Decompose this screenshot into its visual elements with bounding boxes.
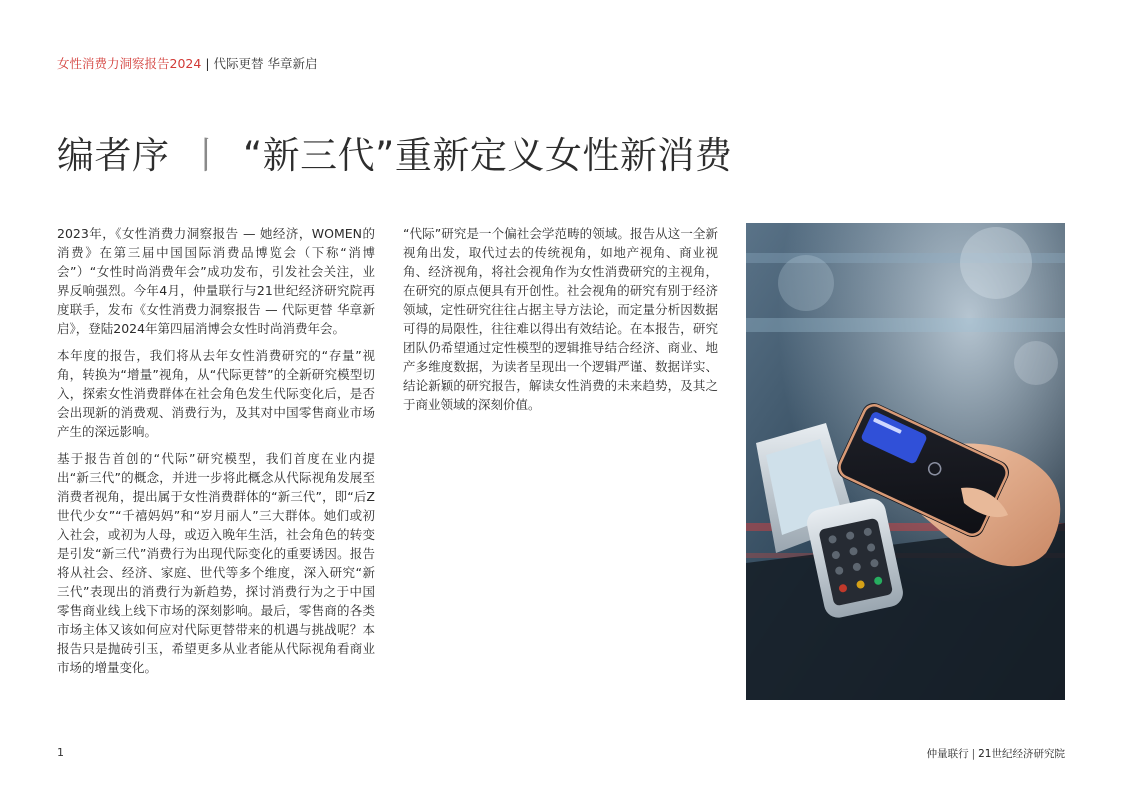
page-title <box>57 132 732 180</box>
paragraph: “代际”研究是一个偏社会学范畴的领域。报告从这一全新视角出发，取代过去的传统视角，如地产视角、商业视角、经济视角，将社会视角作为女性消费研究的主视角，在研究的原点便具有开创性。社会视角的研究有别于经济领域，定性研究往往占据主导方法论，而定量分析因数据可得的局限性，往往难以得出有效结论。在本报告，研究团队仍希望通过定性模型的逻辑推导结合经济、商业、地产多维度数据，为读者呈现出一个逻辑严谨、数据详实、结论新颖的研究报告，解读女性消费的未来趋势，及其之于商业领域的深刻价值。 <box>403 226 718 412</box>
footer-separator: | <box>971 748 976 760</box>
report-subtitle: 代际更替 华章新启 <box>213 56 318 71</box>
paragraph: 本年度的报告，我们将从去年女性消费研究的“存量”视角，转换为“增量”视角，从“代际更替”的全新研究模型切入，探索女性消费群体在社会角色发生代际变化后，是否会出现新的消费观、消费行为，及其对中国零售商业市场产生的深远影响。 <box>57 348 375 439</box>
body-column-left <box>57 224 375 685</box>
page-header <box>57 55 318 73</box>
title-label: 编者序 <box>57 134 170 177</box>
paragraph: 2023年，《女性消费力洞察报告 — 她经济，WOMEN的消费》在第三届中国国际消费品博览会（下称“消博会”）“女性时尚消费年会”成功发布，引发社会关注，业界反响强烈。今年4月，仲量联行与21世纪经济研究院再度联手，发布《女性消费力洞察报告 — 代际更替 华章新启》，登陆2024年第四届消博会女性时尚消费年会。 <box>57 226 375 336</box>
footer-org-jll: 仲量联行 <box>926 748 969 760</box>
page-footer <box>927 746 1065 761</box>
title-separator: 丨 <box>187 134 225 177</box>
footer-org-21cbr: 21世纪经济研究院 <box>978 748 1065 760</box>
body-column-middle <box>403 224 718 422</box>
page-number: 1 <box>57 746 64 759</box>
paragraph: 基于报告首创的“代际”研究模型，我们首度在业内提出“新三代”的概念，并进一步将此概念从代际视角发展至消费者视角，提出属于女性消费群体的“新三代”，即“后Z世代少女”“千禧妈妈”和“岁月丽人”三大群体。她们或初入社会，或初为人母，或迈入晚年生活，社会角色的转变是引发“新三代”消费行为出现代际变化的重要诱因。报告将从社会、经济、家庭、世代等多个维度，深入研究“新三代”表现出的消费行为新趋势，探讨消费行为之于中国零售商业线上线下市场的深刻影响。最后，零售商的各类市场主体又该如何应对代际更替带来的机遇与挑战呢？本报告只是抛砖引玉，希望更多从业者能从代际视角看商业市场的增量变化。 <box>57 451 375 675</box>
title-text: “新三代”重新定义女性新消费 <box>243 134 733 177</box>
header-separator: | <box>205 56 210 71</box>
report-name: 女性消费力洞察报告2024 <box>57 56 202 71</box>
photo-mobile-payment <box>746 223 1065 700</box>
